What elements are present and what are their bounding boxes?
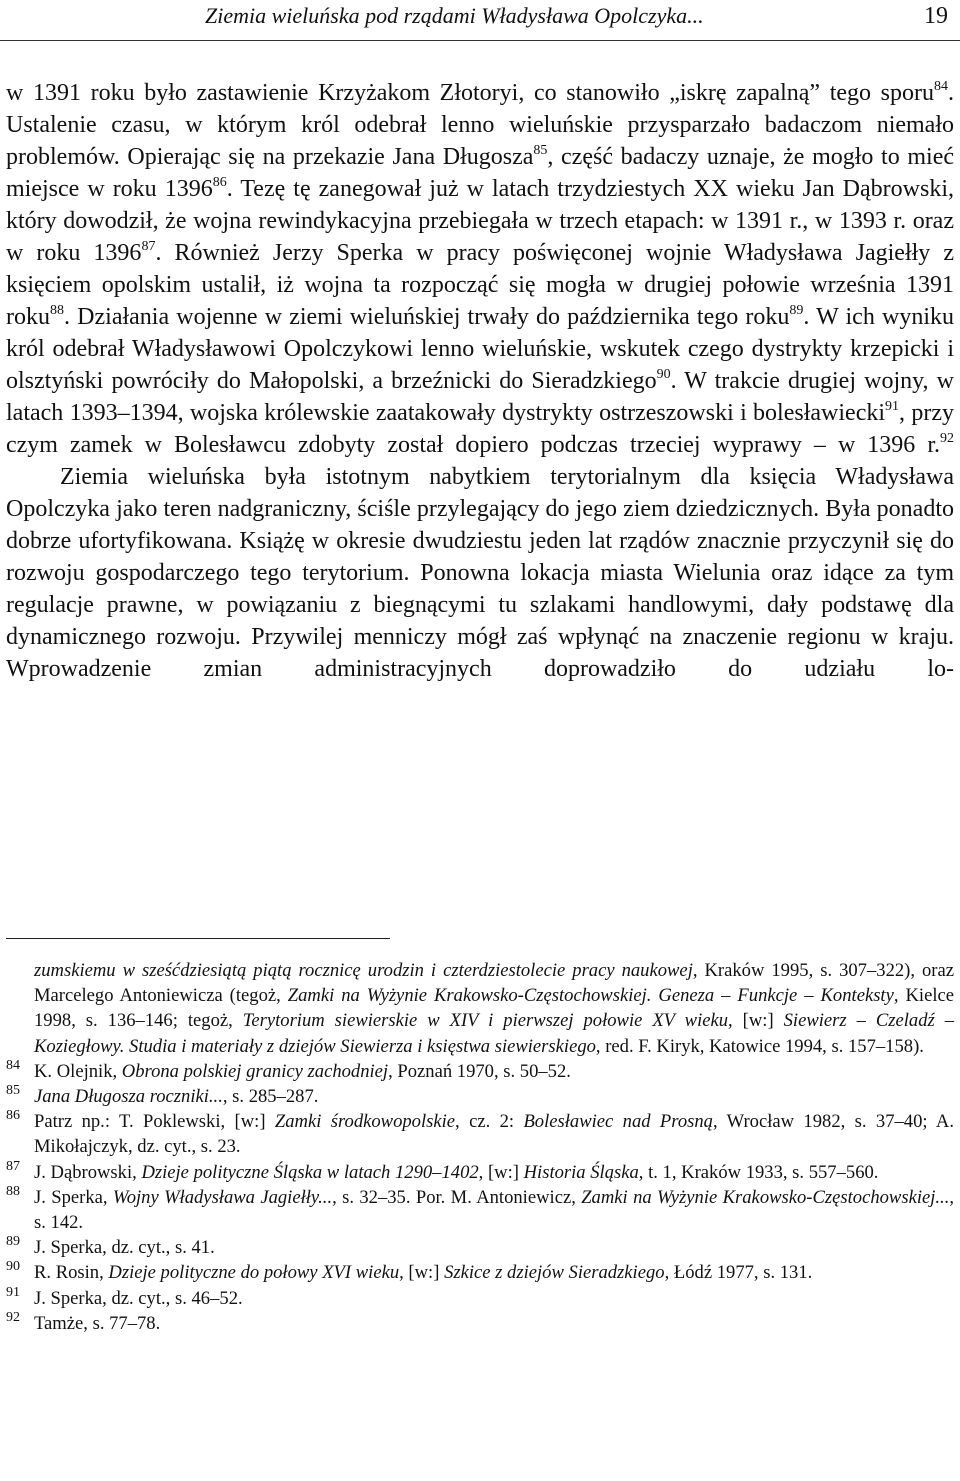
footnote-continued-text: , Kraków 1995, s. 307–322), oraz Marcelego Antoniewicza (tegoż, — [34, 960, 954, 1007]
footnote-88 — [6, 1185, 954, 1235]
footnotes — [6, 958, 954, 1336]
footnote-88-text: , s. 32–35. Por. M. Antoniewicz, — [332, 1186, 582, 1208]
footnote-84-text: , Poznań 1970, s. 50–52. — [388, 1060, 571, 1082]
footnote-number: 88 — [6, 1183, 20, 1199]
running-header — [0, 0, 960, 41]
footnote-marker-91: 91 — [885, 399, 900, 414]
footnote-continued-italic: Zamki na Wyżynie Krakowsko-Częstochowskiej. Geneza – Funkcje – Konteksty — [287, 985, 894, 1007]
footnote-90 — [6, 1260, 954, 1285]
footnote-92-text: Tamże, s. 77–78. — [34, 1312, 161, 1334]
footnote-87-text: , [w:] — [478, 1161, 524, 1183]
footnote-87-text: , t. 1, Kraków 1933, s. 557–560. — [638, 1161, 879, 1183]
footnote-86-text: Patrz np.: T. Poklewski, [w:] — [34, 1111, 275, 1133]
footnote-90-text: R. Rosin, — [34, 1262, 109, 1284]
paragraph-1-text: , przy czym zamek w Bolesławcu zdobyty został dopiero podczas trzeciej wyprawy – w 1396 r. — [6, 400, 954, 458]
paragraph-1-text: . Działania wojenne w ziemi wieluńskiej trwały do października tego roku — [64, 304, 790, 330]
footnote-87-text: J. Dąbrowski, — [34, 1161, 142, 1183]
footnote-87-italic: Dzieje polityczne Śląska w latach 1290–1402 — [141, 1161, 479, 1183]
footnote-marker-86: 86 — [212, 175, 227, 190]
footnote-continued-italic: Siewierz – Czeladź – Koziegłowy. Studia i materiały z dziejów Siewierza i księstwa siewierskiego — [34, 1010, 954, 1057]
footnote-continued-italic: Terytorium siewierskie w XIV i pierwszej połowie XV wieku — [242, 1010, 729, 1032]
paragraph-2: Ziemia wieluńska była istotnym nabytkiem terytorialnym dla księcia Władysława Opolczyka jako teren nadgraniczny, ściśle przylegający do jego ziem dziedzicznych. Była ponadto dobrze ufortyfikowana. Książę w okresie dwudziestu jeden lat rządów znacznie przyczynił się do rozwoju gospodarczego tego terytorium. Ponowna lokacja miasta Wielunia oraz idące za tym regulacje prawne, w powiązaniu z biegnącymi tu szlakami handlowymi, dały podstawę dla dynamicznego rozwoju. Przywilej menniczy mógł zaś wpłynąć na znaczenie regionu w kraju. Wprowadzenie zmian administracyjnych doprowadziło do udziału lo- — [6, 464, 954, 682]
footnote-88-italic: Zamki na Wyżynie Krakowsko-Częstochowskiej... — [581, 1186, 950, 1208]
footnote-number: 91 — [6, 1284, 20, 1300]
footnote-85-text: , s. 285–287. — [222, 1086, 319, 1108]
footnote-marker-87: 87 — [141, 239, 156, 254]
footnote-88-italic: Wojny Władysława Jagiełły... — [112, 1186, 333, 1208]
footnote-number: 86 — [6, 1108, 20, 1124]
paragraph-1-text: . Ustalenie czasu, w którym król odebrał lenno wieluńskie przysparzało badaczom niemało problemów. Opierając się na przekazie Jana Długosza — [6, 80, 954, 170]
footnote-separator — [6, 938, 390, 939]
footnote-continued-text: , [w:] — [728, 1010, 784, 1032]
footnote-90-italic: Dzieje polityczne do połowy XVI wieku — [108, 1262, 400, 1284]
footnote-84 — [6, 1059, 954, 1084]
footnote-number: 90 — [6, 1259, 20, 1275]
footnote-86-text: , Wrocław 1982, s. 37–40; A. Mikołajczyk, dz. cyt., s. 23. — [34, 1111, 954, 1158]
footnote-90-text: , [w:] — [399, 1262, 445, 1284]
footnote-91-text: J. Sperka, dz. cyt., s. 46–52. — [34, 1287, 243, 1309]
footnote-continued-text: , Kielce 1998, s. 136–146; tegoż, — [34, 985, 954, 1032]
paragraph-1-text: . W trakcie drugiej wojny, w latach 1393–1394, wojska królewskie zaatakowały dystrykty ostrzeszowski i bolesławiecki — [6, 368, 954, 426]
body-text — [6, 77, 954, 685]
footnote-87-italic: Historia Śląska — [523, 1161, 639, 1183]
footnote-88-text: J. Sperka, — [34, 1186, 113, 1208]
footnote-marker-90: 90 — [656, 367, 671, 382]
footnote-92 — [6, 1311, 954, 1336]
running-title: Ziemia wieluńska pod rządami Władysława Opolczyka... — [205, 3, 704, 28]
footnote-90-text: , Łódź 1977, s. 131. — [664, 1262, 813, 1284]
footnote-marker-84: 84 — [934, 79, 948, 94]
paragraph-1-text: , część badaczy uznaje, że mogło to mieć miejsce w roku 1396 — [6, 144, 954, 202]
footnote-86-italic: Bolesławiec nad Prosną — [523, 1111, 713, 1133]
footnote-continued-text: , red. F. Kiryk, Katowice 1994, s. 157–158). — [595, 1035, 924, 1057]
paragraph-1 — [6, 77, 954, 461]
footnote-87 — [6, 1160, 954, 1185]
paragraph-1-text: . W ich wyniku król odebrał Władysławowi Opolczykowi lenno wieluńskie, wskutek czego dystrykty krzepicki i olsztyński powróciły do Małopolski, a brzeźnicki do Sieradzkiego — [6, 304, 954, 394]
paragraph-1-text: w 1391 roku było zastawienie Krzyżakom Złotoryi, co stanowiło „iskrę zapalną” tego sporu — [6, 80, 934, 106]
footnote-number: 89 — [6, 1234, 20, 1250]
footnote-marker-92: 92 — [940, 431, 954, 446]
footnote-number: 84 — [6, 1057, 20, 1073]
footnote-continued-italic: zumskiemu w sześćdziesiątą piątą rocznicę urodzin i czterdziestolecie pracy naukowej — [34, 960, 693, 981]
footnote-86 — [6, 1109, 954, 1159]
footnote-continued — [6, 958, 954, 1059]
footnote-91 — [6, 1286, 954, 1311]
footnote-89-text: J. Sperka, dz. cyt., s. 41. — [34, 1237, 215, 1259]
paragraph-1-text: . Tezę tę zanegował już w latach trzydziestych XX wieku Jan Dąbrowski, który dowodził, że wojna rewindykacyjna przebiegała w trzech etapach: w 1391 r., w 1393 r. oraz w roku 1396 — [6, 176, 955, 266]
page-number: 19 — [924, 3, 948, 29]
footnote-85 — [6, 1084, 954, 1109]
footnote-84-italic: Obrona polskiej granicy zachodniej — [121, 1060, 389, 1082]
footnote-number: 85 — [6, 1083, 20, 1099]
footnote-marker-89: 89 — [789, 303, 804, 318]
footnote-85-italic: Jana Długosza roczniki... — [34, 1086, 223, 1108]
footnote-marker-85: 85 — [533, 143, 548, 158]
footnote-84-text: K. Olejnik, — [34, 1060, 122, 1082]
footnote-86-text: , cz. 2: — [455, 1111, 524, 1133]
footnote-90-italic: Szkice z dziejów Sieradzkiego — [444, 1262, 665, 1284]
footnote-88-text: , s. 142. — [34, 1186, 955, 1234]
footnote-number: 87 — [6, 1158, 20, 1174]
footnote-marker-88: 88 — [50, 303, 64, 318]
footnote-86-italic: Zamki środkowopolskie — [274, 1111, 456, 1133]
footnote-89 — [6, 1235, 954, 1260]
footnote-number: 92 — [6, 1309, 20, 1325]
paragraph-1-text: . Również Jerzy Sperka w pracy poświęconej wojnie Władysława Jagiełły z księciem opolskim ustalił, iż wojna ta rozpocząć się mogła w drugiej połowie września 1391 roku — [6, 240, 954, 330]
